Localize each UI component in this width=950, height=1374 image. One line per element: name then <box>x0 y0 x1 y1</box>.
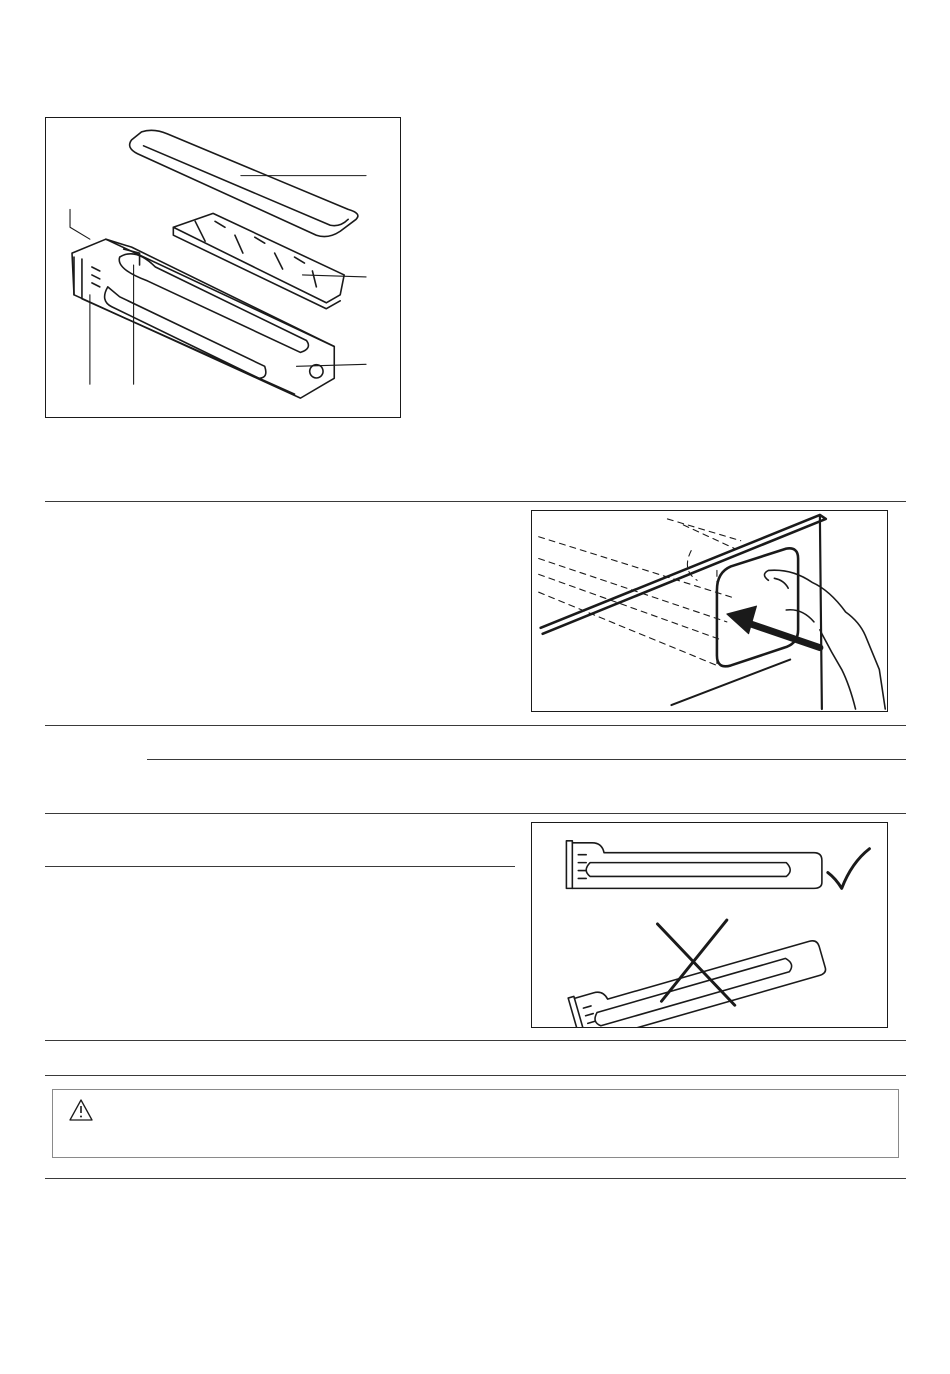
insert-correct-incorrect-illustration <box>532 823 887 1027</box>
section-rule <box>45 501 906 502</box>
section-rule <box>45 1178 906 1179</box>
section-rule <box>45 725 906 726</box>
lid-part <box>130 130 358 236</box>
section-rule <box>45 1075 906 1076</box>
insert-orientation-figure <box>531 822 888 1028</box>
insert-incorrect <box>568 996 587 1027</box>
section-rule <box>45 813 906 814</box>
press-flap-figure <box>531 510 888 712</box>
insert-correct <box>566 841 572 889</box>
dispenser-exploded-figure <box>45 117 401 418</box>
warning-triangle-icon <box>68 1098 94 1122</box>
table-inner-rule <box>147 759 906 760</box>
push-arrow-head <box>727 606 757 634</box>
flap-part <box>717 548 798 666</box>
section-rule <box>45 1040 906 1041</box>
push-arrow <box>745 622 820 648</box>
dispenser-exploded-illustration <box>46 118 400 417</box>
dispenser-body-part <box>72 239 334 398</box>
check-mark-icon <box>828 849 870 889</box>
warning-box <box>52 1089 899 1158</box>
table-inner-rule <box>45 866 515 867</box>
cross-icon <box>658 920 735 1005</box>
press-flap-illustration <box>532 511 887 711</box>
tray-part <box>173 213 344 302</box>
